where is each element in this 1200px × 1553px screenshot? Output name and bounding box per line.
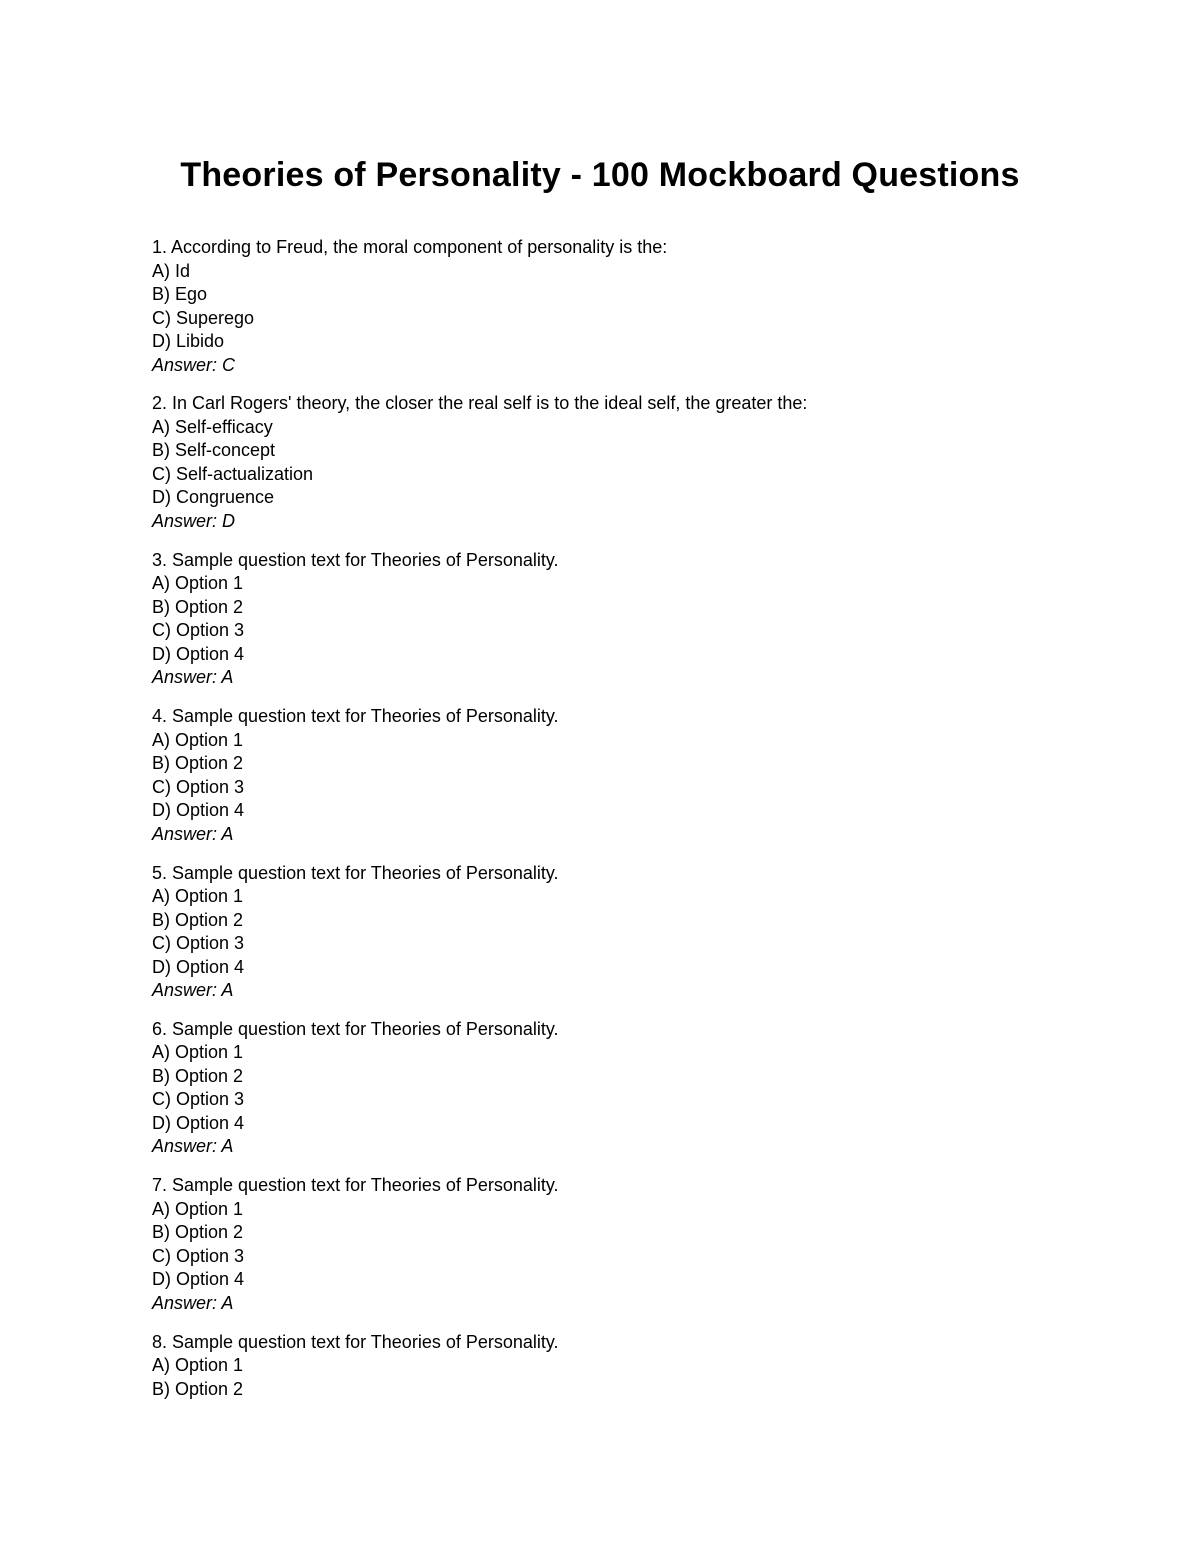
answer-line: Answer: D — [152, 510, 236, 531]
option-a: A) Option 1 — [152, 1042, 244, 1063]
option-c: C) Option 3 — [152, 776, 245, 797]
document-title: Theories of Personality - 100 Mockboard Questions — [180, 156, 1020, 194]
option-d: D) Option 4 — [152, 800, 245, 821]
option-a: A) Self-efficacy — [152, 416, 273, 437]
option-a: A) Option 1 — [152, 1198, 244, 1219]
option-c: C) Option 3 — [152, 1089, 245, 1110]
option-b: B) Option 2 — [152, 1378, 244, 1399]
option-c: C) Self-actualization — [152, 463, 314, 484]
question-2 — [152, 392, 1132, 533]
option-b: B) Option 2 — [152, 753, 244, 774]
answer-line: Answer: A — [152, 823, 234, 844]
option-b: B) Ego — [152, 284, 208, 304]
option-b: B) Option 2 — [152, 909, 244, 930]
answer-line: Answer: C — [152, 354, 236, 375]
answer-line: Answer: A — [152, 1292, 234, 1313]
option-a: A) Option 1 — [152, 886, 244, 907]
answer-line: Answer: A — [152, 667, 234, 688]
option-c: C) Option 3 — [152, 1245, 245, 1266]
question-text: 6. Sample question text for Theories of Personality. — [152, 1018, 559, 1039]
question-1 — [152, 236, 1132, 377]
answer-line: Answer: A — [152, 1136, 234, 1157]
question-6 — [152, 1018, 1132, 1159]
option-d: D) Option 4 — [152, 956, 245, 977]
question-7 — [152, 1174, 1132, 1315]
question-text: 5. Sample question text for Theories of Personality. — [152, 862, 559, 883]
question-text: 2. In Carl Rogers' theory, the closer the real self is to the ideal self, the greater the: — [152, 393, 808, 414]
option-a: A) Id — [152, 260, 191, 281]
question-text: 1. According to Freud, the moral component of personality is the: — [152, 237, 668, 257]
option-b: B) Option 2 — [152, 596, 244, 617]
option-d: D) Option 4 — [152, 643, 245, 664]
option-d: D) Libido — [152, 331, 225, 351]
question-list — [152, 236, 1132, 1417]
answer-line: Answer: A — [152, 980, 234, 1001]
question-5 — [152, 862, 1132, 1003]
question-text: 8. Sample question text for Theories of Personality. — [152, 1331, 559, 1352]
option-d: D) Option 4 — [152, 1112, 245, 1133]
option-c: C) Option 3 — [152, 620, 245, 641]
question-8 — [152, 1331, 1132, 1402]
question-3 — [152, 549, 1132, 690]
option-b: B) Option 2 — [152, 1065, 244, 1086]
option-d: D) Option 4 — [152, 1269, 245, 1290]
question-text: 4. Sample question text for Theories of Personality. — [152, 706, 559, 727]
option-d: D) Congruence — [152, 487, 275, 508]
option-c: C) Superego — [152, 307, 255, 328]
question-4 — [152, 705, 1132, 846]
option-a: A) Option 1 — [152, 729, 244, 750]
option-b: B) Option 2 — [152, 1222, 244, 1243]
option-a: A) Option 1 — [152, 573, 244, 594]
option-a: A) Option 1 — [152, 1355, 244, 1376]
option-b: B) Self-concept — [152, 440, 276, 461]
option-c: C) Option 3 — [152, 933, 245, 954]
question-text: 3. Sample question text for Theories of Personality. — [152, 549, 559, 570]
question-text: 7. Sample question text for Theories of Personality. — [152, 1175, 559, 1196]
